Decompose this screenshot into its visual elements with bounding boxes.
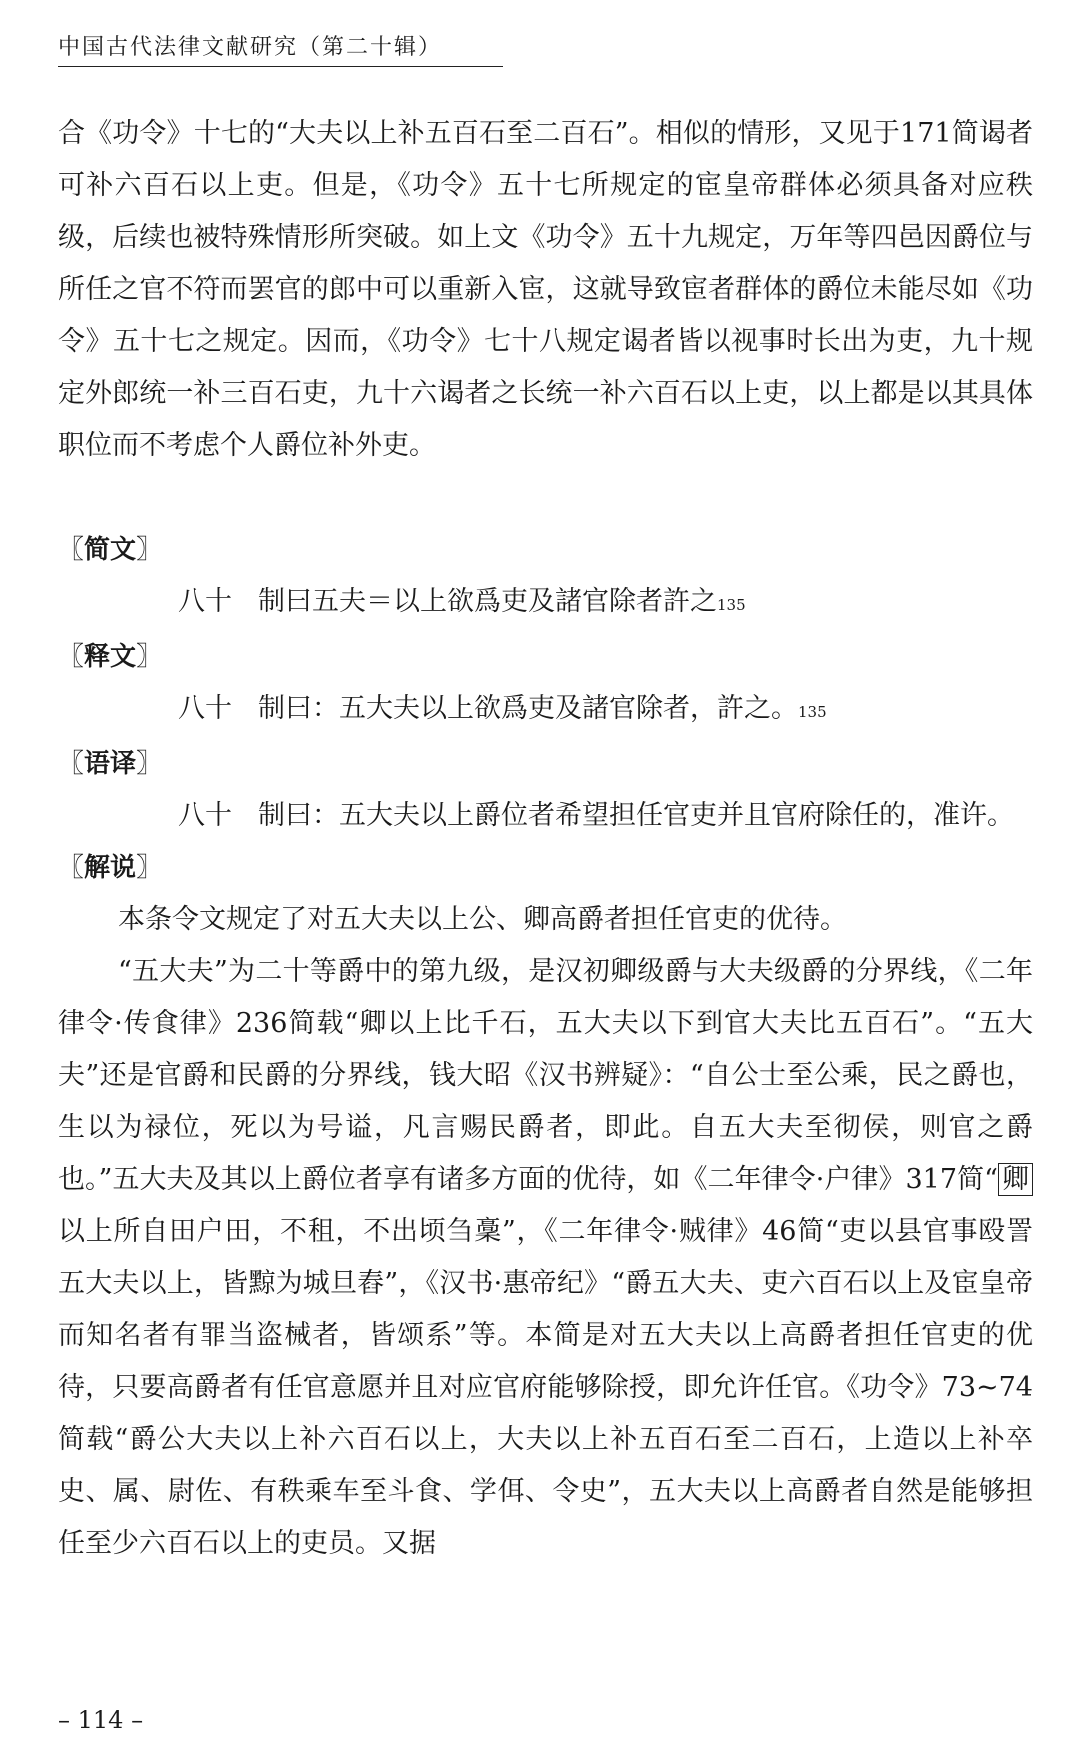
- shiwen-number: 八十: [178, 693, 232, 724]
- section-gap: [58, 472, 1033, 524]
- section-heading-yuyi-label: 语译: [84, 749, 137, 779]
- section-heading-shiwen: 〖释文〗: [58, 642, 163, 672]
- running-head: 中国古代法律文献研究（第二十辑）: [58, 35, 443, 60]
- shiwen-slip-number: 135: [798, 703, 827, 721]
- jianwen-slip-number: 135: [717, 596, 746, 614]
- section-heading-shiwen-label: 释文: [84, 642, 137, 672]
- section-heading-jieshuo-label: 解说: [84, 853, 137, 883]
- jieshuo-paragraph-2: [58, 946, 1033, 1570]
- page-body: [58, 108, 1033, 1570]
- intro-paragraph: 合《功令》十七的“大夫以上补五百石至二百石”。相似的情形，又见于171简谒者可补六百石以上吏。但是，《功令》五十七所规定的宦皇帝群体必须具备对应秩级，后续也被特殊情形所突破。如上文《功令》五十九规定，万年等四邑因爵位与所任之官不符而罢官的郎中可以重新入宦，这就导致宦者群体的爵位未能尽如《功令》五十七之规定。因而，《功令》七十八规定谒者皆以视事时长出为吏，九十规定外郎统一补三百石吏，九十六谒者之长统一补六百石以上吏，以上都是以其具体职位而不考虑个人爵位补外吏。: [58, 118, 1033, 461]
- yuyi-number: 八十: [178, 800, 232, 831]
- jianwen-text: 制曰五夫＝以上欲爲吏及諸官除者許之: [258, 586, 717, 617]
- section-heading-yuyi: 〖语译〗: [58, 749, 163, 779]
- page-number: – 114 –: [58, 1706, 144, 1734]
- jieshuo-paragraph-2-part-a: “五大夫”为二十等爵中的第九级，是汉初卿级爵与大夫级爵的分界线，《二年律令·传食律》236简载“卿以上比千石，五大夫以下到官大夫比五百石”。“五大夫”还是官爵和民爵的分界线，钱大昭《汉书辨疑》：“自公士至公乘，民之爵也，生以为禄位，死以为号谥，凡言赐民爵者，即此。自五大夫至彻侯，则官之爵也。”五大夫及其以上爵位者享有诸多方面的优待，如《二年律令·户律》317简“: [58, 956, 1033, 1195]
- yuyi-text: 制曰：五大夫以上爵位者希望担任官吏并且官府除任的，准许。: [258, 800, 1014, 831]
- shiwen-text: 制曰：五大夫以上欲爲吏及諸官除者，許之。: [258, 693, 798, 724]
- yuyi-entry: [58, 790, 1033, 842]
- jieshuo-paragraph-1: 本条令文规定了对五大夫以上公、卿高爵者担任官吏的优待。: [118, 904, 847, 935]
- shiwen-entry: [58, 683, 1033, 738]
- header-rule: [58, 66, 503, 67]
- jianwen-entry: [58, 576, 1033, 631]
- boxed-character: 卿: [998, 1163, 1033, 1196]
- section-heading-jieshuo: 〖解说〗: [58, 853, 163, 883]
- section-heading-jianwen-label: 简文: [84, 535, 137, 565]
- jieshuo-paragraph-2-part-b: 以上所自田户田，不租，不出顷刍稾”，《二年律令·贼律》46简“吏以县官事殴詈五大夫以上，皆黥为城旦舂”，《汉书·惠帝纪》“爵五大夫、吏六百石以上及宦皇帝而知名者有罪当盗械者，皆颂系”等。本简是对五大夫以上高爵者担任官吏的优待，只要高爵者有任官意愿并且对应官府能够除授，即允许任官。《功令》73~74简载“爵公大夫以上补六百石以上，大夫以上补五百石至二百石，上造以上补卒史、属、尉佐、有秩乘车至斗食、学佴、令史”，五大夫以上高爵者自然是能够担任至少六百石以上的吏员。又据: [58, 1216, 1033, 1559]
- section-heading-jianwen: 〖简文〗: [58, 535, 163, 565]
- jianwen-number: 八十: [178, 586, 232, 617]
